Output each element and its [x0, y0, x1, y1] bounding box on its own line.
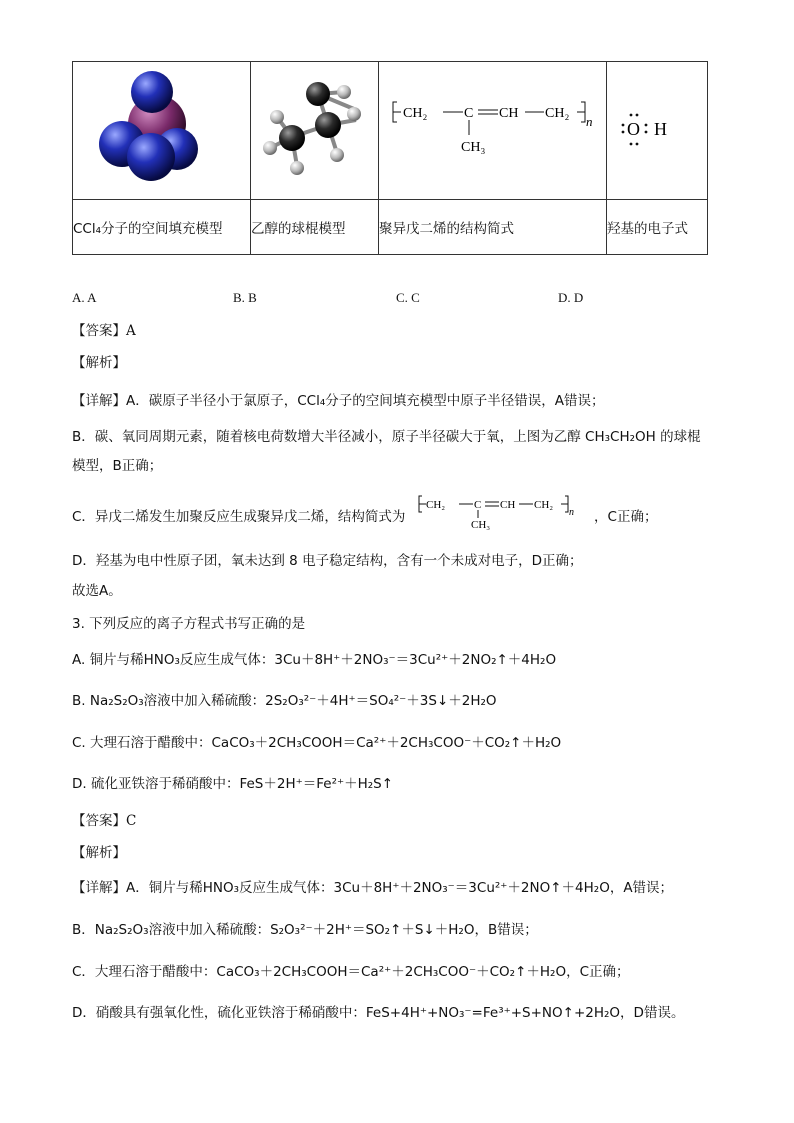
inline-ch2-left: CH₂ [425, 499, 445, 511]
inline-c: C [473, 499, 482, 511]
inline-polymer-structure [416, 488, 584, 532]
detail-c-post: ，C正确； [594, 509, 658, 525]
inline-subscript-n: n [568, 507, 574, 518]
ethanol-ball-stick-model [251, 62, 378, 195]
caption-ethanol: 乙醇的球棍模型 [251, 200, 379, 255]
q2-detail-b1: B．碳、氧同周期元素，随着核电荷数增大半径减小，原子半径碳大于氧，上图为乙醇 CH₃CH₂OH 的球棍 [72, 429, 701, 445]
q3-detail-d: D．硝酸具有强氧化性，硫化亚铁溶于稀硝酸中：FeS+4H⁺+NO₃⁻=Fe³⁺+S+NO↑+2H₂O，D错误。 [72, 1005, 685, 1021]
model-table [72, 61, 708, 255]
detail-a-text: A．碳原子半径小于氯原子，CCl₄分子的空间填充模型中原子半径错误，A错误； [126, 393, 605, 409]
answer-value: C [126, 813, 137, 829]
q2-option-d: D. D [558, 290, 584, 305]
polymer-ch2-right: CH₂ [545, 106, 570, 121]
inline-ch3: CH₃ [470, 519, 490, 531]
detail-label: 【详解】 [72, 393, 126, 409]
q2-detail-a [72, 389, 604, 409]
hydroxyl-h: H [654, 119, 667, 139]
hydroxyl-electron-formula [607, 62, 707, 195]
q3-answer [72, 809, 136, 829]
hydroxyl-o: O [627, 119, 640, 139]
q3-stem: 3. 下列反应的离子方程式书写正确的是 [72, 616, 306, 632]
polymer-ch3-branch: CH₃ [461, 140, 486, 155]
q2-detail-d: D．羟基为电中性原子团，氧未达到 8 电子稳定结构，含有一个未成对电子，D正确； [72, 553, 583, 569]
ethanol-model-cell [251, 62, 379, 200]
ccl4-space-filling-model [73, 62, 250, 195]
answer-label: 【答案】 [72, 813, 126, 829]
q3-option-d: D. 硫化亚铁溶于稀硝酸中：FeS＋2H⁺＝Fe²⁺＋H₂S↑ [72, 776, 394, 792]
q2-option-b: B. B [233, 290, 257, 305]
polymer-ch: CH [499, 106, 519, 121]
detail-c-pre: C．异戊二烯发生加聚反应生成聚异戊二烯，结构简式为 [72, 509, 406, 525]
q3-option-a: A. 铜片与稀HNO₃反应生成气体：3Cu＋8H⁺＋2NO₃⁻＝3Cu²⁺＋2NO₂↑＋4H₂O [72, 652, 557, 668]
q2-conclusion: 故选A。 [72, 583, 122, 599]
caption-polymer: 聚异戊二烯的结构简式 [379, 200, 607, 255]
polymer-subscript-n: n [586, 114, 593, 129]
q3-analysis-label: 【解析】 [72, 845, 126, 861]
polymer-formula-cell [379, 62, 607, 200]
q3-option-c: C. 大理石溶于醋酸中：CaCO₃＋2CH₃COOH＝Ca²⁺＋2CH₃COO⁻＋CO₂↑＋H₂O [72, 735, 562, 751]
inline-ch: CH [499, 499, 516, 511]
polymer-ch2-left: CH₂ [403, 106, 428, 121]
hydroxyl-cell [607, 62, 708, 200]
detail-a-text: A．铜片与稀HNO₃反应生成气体：3Cu＋8H⁺＋2NO₃⁻＝3Cu²⁺＋2NO↑＋4H₂O，A错误； [126, 880, 674, 896]
q3-option-b: B. Na₂S₂O₃溶液中加入稀硫酸：2S₂O₃²⁻＋4H⁺＝SO₄²⁻＋3S↓＋2H₂O [72, 693, 497, 709]
q3-detail-b: B．Na₂S₂O₃溶液中加入稀硫酸：S₂O₃²⁻＋2H⁺＝SO₂↑＋S↓＋H₂O，B错误； [72, 922, 538, 938]
caption-hydroxyl: 羟基的电子式 [607, 200, 708, 255]
q2-detail-c [72, 499, 658, 532]
detail-label: 【详解】 [72, 880, 126, 896]
q3-detail-a [72, 876, 673, 896]
answer-label: 【答案】 [72, 323, 126, 339]
q2-option-a: A. A [72, 290, 97, 305]
caption-ccl4: CCl₄分子的空间填充模型 [73, 200, 251, 255]
answer-value: A [126, 323, 136, 339]
q2-detail-b2: 模型，B正确； [72, 458, 163, 474]
q3-detail-c: C．大理石溶于醋酸中：CaCO₃＋2CH₃COOH＝Ca²⁺＋2CH₃COO⁻＋CO₂↑＋H₂O，C正确； [72, 964, 630, 980]
polymer-c: C [464, 106, 474, 121]
q2-answer [72, 319, 136, 339]
polyisoprene-structure [379, 62, 606, 195]
inline-ch2-right: CH₂ [533, 499, 553, 511]
q2-option-c: C. C [396, 290, 420, 305]
ccl4-model-cell [73, 62, 251, 200]
q2-analysis-label: 【解析】 [72, 355, 126, 371]
